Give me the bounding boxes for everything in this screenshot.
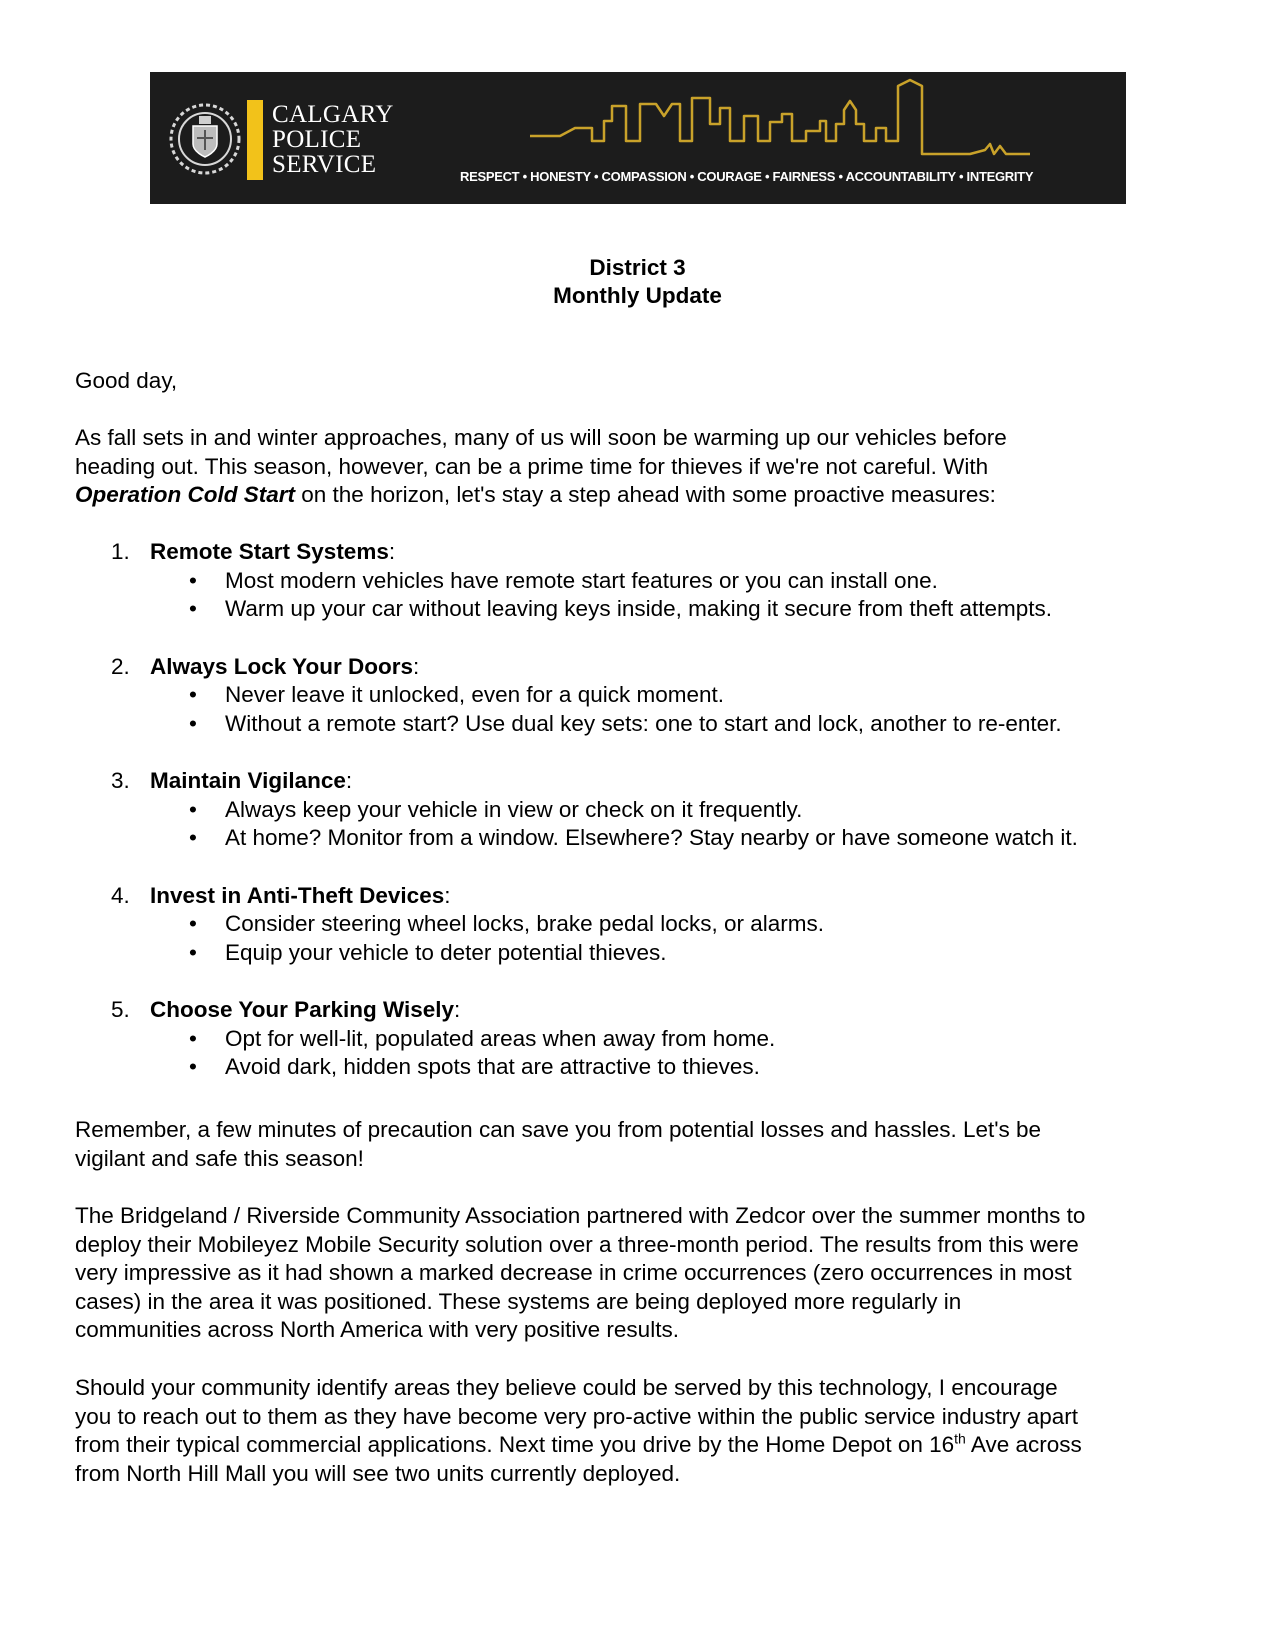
- tip-heading: [75, 653, 1210, 682]
- ordinal-suffix: th: [954, 1430, 966, 1447]
- intro-line-3-rest: on the horizon, let's stay a step ahead with some proactive measures:: [295, 482, 996, 507]
- tip-number: 4.: [111, 882, 130, 908]
- tip-colon: :: [388, 539, 396, 564]
- tip-bullet: [75, 710, 1210, 739]
- operation-name: Operation Cold Start: [75, 482, 296, 507]
- tip-colon: :: [454, 997, 461, 1022]
- title-line-1: District 3: [589, 255, 686, 280]
- bullet-icon: •: [189, 1025, 197, 1051]
- bullet-text: Equip your vehicle to deter potential thieves.: [225, 939, 667, 965]
- city-skyline-icon: [530, 76, 1126, 166]
- title-line-2: Monthly Update: [553, 283, 722, 308]
- tip-bullet: [75, 595, 1210, 624]
- tip-bullet: [75, 910, 1210, 939]
- encourage-line-2: you to reach out to them as they have become very pro-active within the public service industry apart: [75, 1403, 1079, 1429]
- closing-paragraph: [75, 1116, 1210, 1173]
- tip-heading: [75, 767, 1210, 796]
- closing-line-2: vigilant and safe this season!: [75, 1145, 364, 1171]
- tip-heading: [75, 882, 1210, 911]
- bullet-text: Without a remote start? Use dual key sets: one to start and lock, another to re-enter.: [225, 710, 1062, 736]
- tip-heading: [75, 538, 1210, 567]
- greeting: [75, 367, 1210, 396]
- partner-line-5: communities across North America with very positive results.: [75, 1317, 679, 1342]
- list-item: [75, 767, 1210, 853]
- police-crest-icon: [168, 102, 242, 176]
- tip-bullet: [75, 681, 1210, 710]
- partner-line-3: very impressive as it had shown a marked decrease in crime occurrences (zero occurrences in most: [75, 1260, 1072, 1285]
- list-item: [75, 882, 1210, 968]
- tip-title: Invest in Anti-Theft Devices: [150, 882, 445, 908]
- page-title: [0, 254, 1275, 310]
- tip-title: Maintain Vigilance: [150, 768, 346, 793]
- partnership-paragraph: [75, 1202, 1210, 1345]
- tip-heading: [75, 996, 1210, 1025]
- intro-line-2: heading out. This season, however, can be a prime time for thieves if we're not careful. With: [75, 453, 989, 479]
- partner-line-1: The Bridgeland / Riverside Community Association partnered with Zedcor over the summer months to: [75, 1203, 1086, 1228]
- bullet-icon: •: [189, 596, 197, 621]
- closing-line-1: Remember, a few minutes of precaution can save you from potential losses and hassles. Let's be: [75, 1117, 1042, 1142]
- encouragement-paragraph: [75, 1374, 1210, 1488]
- encourage-line-3-end: Ave across: [965, 1432, 1082, 1457]
- tips-list: [75, 538, 1210, 1111]
- bullet-icon: •: [189, 911, 197, 936]
- bullet-icon: •: [189, 825, 197, 850]
- brand-line-2: POLICE: [272, 126, 362, 153]
- tip-title: Choose Your Parking Wisely: [150, 997, 455, 1022]
- intro-line-1: As fall sets in and winter approaches, many of us will soon be warming up our vehicles before: [75, 425, 1007, 450]
- encourage-line-1: Should your community identify areas they believe could be served by this technology, I encourage: [75, 1375, 1058, 1400]
- bullet-text: Most modern vehicles have remote start features or you can install one.: [225, 567, 938, 593]
- tip-number: 5.: [111, 997, 130, 1022]
- tip-bullet: [75, 939, 1210, 968]
- bullet-icon: •: [189, 1054, 197, 1079]
- core-values: RESPECT • HONESTY • COMPASSION • COURAGE • FAIRNESS • ACCOUNTABILITY • INTEGRITY: [460, 169, 1034, 184]
- header-banner: [150, 72, 1126, 204]
- bullet-text: Warm up your car without leaving keys inside, making it secure from theft attempts.: [225, 596, 1052, 621]
- tip-bullet: [75, 1053, 1210, 1082]
- intro-line-3: [75, 481, 1210, 510]
- tip-colon: :: [345, 768, 353, 793]
- bullet-icon: •: [189, 710, 197, 736]
- tip-number: 1.: [111, 539, 130, 564]
- encourage-line-3: [75, 1431, 1210, 1460]
- bullet-icon: •: [189, 939, 197, 965]
- greeting-text: Good day,: [75, 368, 178, 393]
- brand-name: [272, 102, 394, 177]
- list-item: [75, 653, 1210, 739]
- tip-colon: :: [444, 882, 451, 908]
- bullet-icon: •: [189, 682, 197, 707]
- bullet-text: Opt for well-lit, populated areas when away from home.: [225, 1025, 776, 1051]
- bullet-text: Avoid dark, hidden spots that are attractive to thieves.: [225, 1054, 760, 1079]
- tip-title: Always Lock Your Doors: [150, 653, 413, 679]
- brand-line-3: SERVICE: [272, 151, 377, 178]
- bullet-text: Always keep your vehicle in view or check on it frequently.: [225, 796, 803, 822]
- bullet-text: Never leave it unlocked, even for a quick moment.: [225, 682, 724, 707]
- encourage-line-3-start: from their typical commercial applications. Next time you drive by the Home Depot on 16: [75, 1432, 955, 1457]
- bullet-text: At home? Monitor from a window. Elsewhere? Stay nearby or have someone watch it.: [225, 825, 1078, 850]
- bullet-icon: •: [189, 796, 197, 822]
- tip-colon: :: [413, 653, 420, 679]
- partner-line-4: cases) in the area it was positioned. These systems are being deployed more regularly in: [75, 1288, 962, 1314]
- tip-bullet: [75, 567, 1210, 596]
- tip-bullet: [75, 796, 1210, 825]
- list-item: [75, 996, 1210, 1082]
- tip-bullet: [75, 824, 1210, 853]
- encourage-line-4: from North Hill Mall you will see two units currently deployed.: [75, 1460, 681, 1486]
- tip-title: Remote Start Systems: [150, 539, 389, 564]
- partner-line-2: deploy their Mobileyez Mobile Security solution over a three-month period. The results from this were: [75, 1231, 1079, 1257]
- bullet-text: Consider steering wheel locks, brake pedal locks, or alarms.: [225, 911, 825, 936]
- bullet-icon: •: [189, 567, 197, 593]
- tip-number: 2.: [111, 653, 130, 679]
- list-item: [75, 538, 1210, 624]
- tip-number: 3.: [111, 768, 130, 793]
- tip-bullet: [75, 1025, 1210, 1054]
- intro-paragraph: [75, 424, 1210, 510]
- brand-accent-bar: [247, 100, 263, 180]
- brand-line-1: CALGARY: [272, 101, 394, 128]
